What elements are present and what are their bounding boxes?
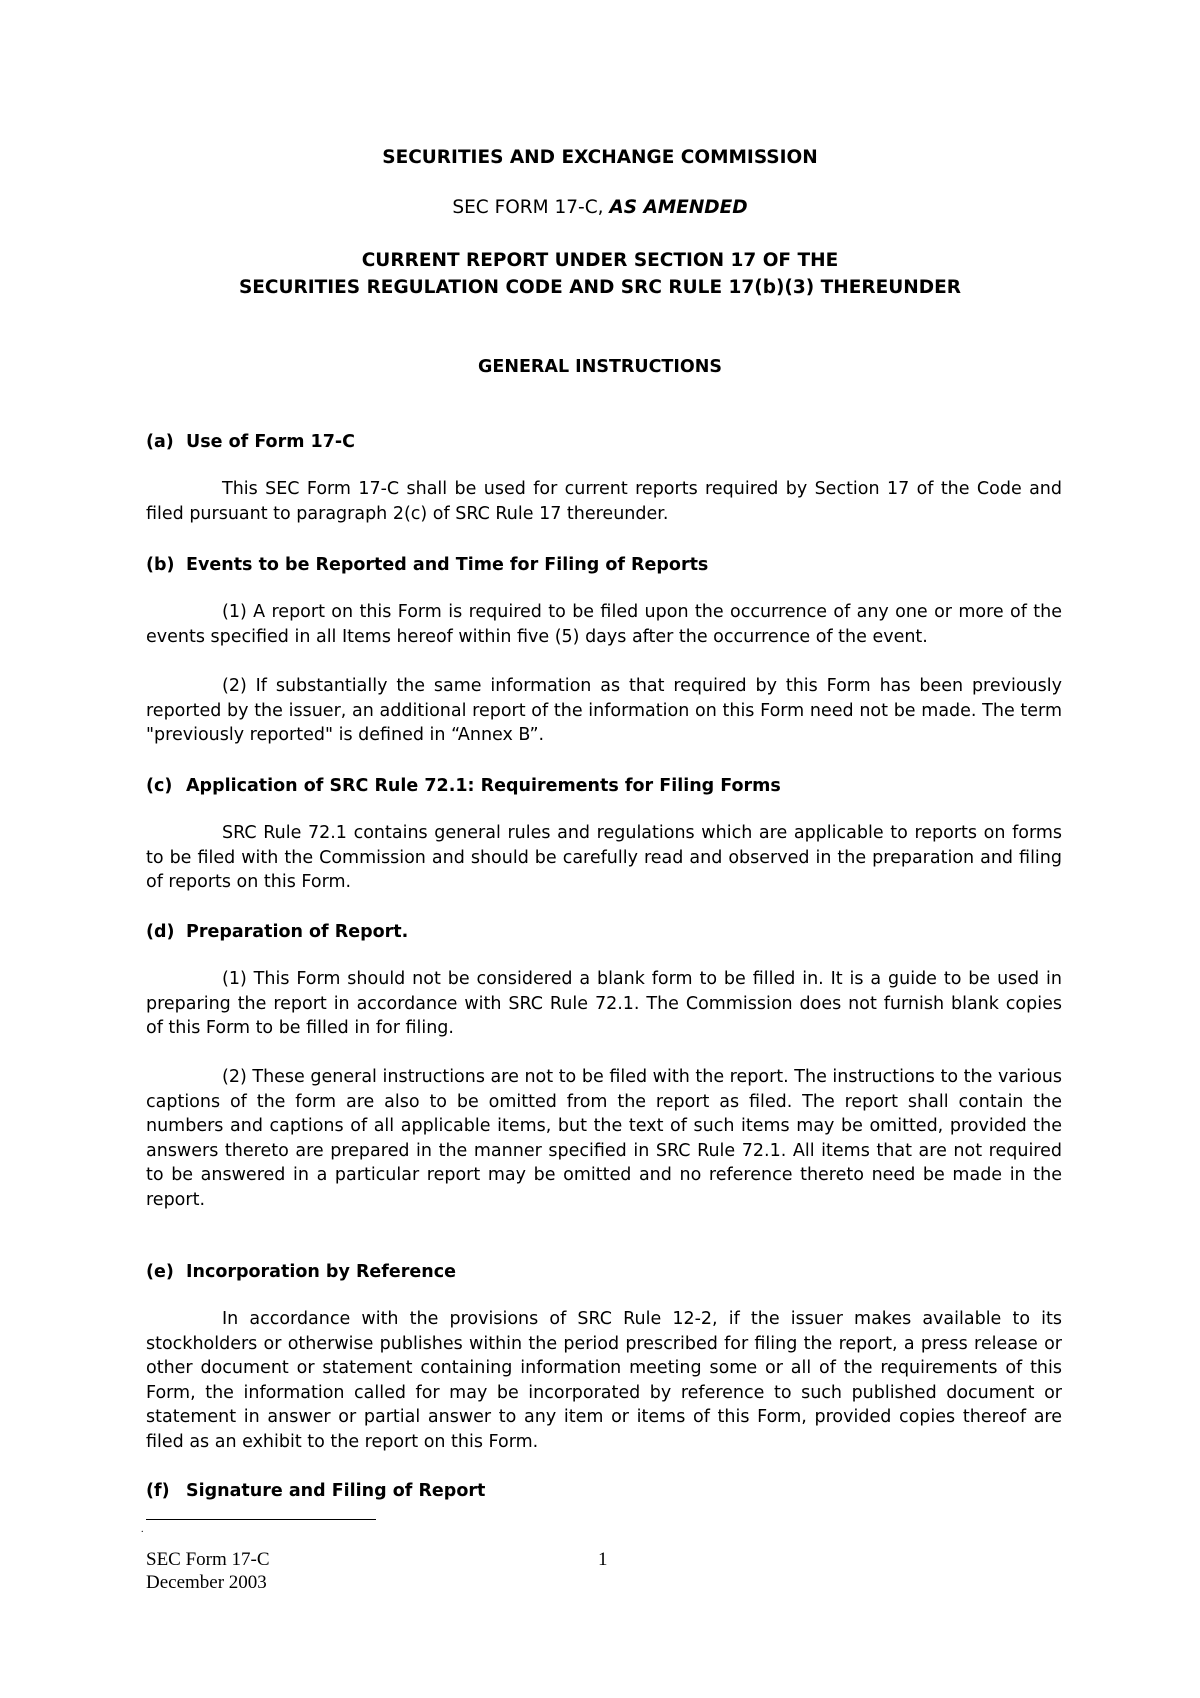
report-title-line2: SECURITIES REGULATION CODE AND SRC RULE 17(b)(3) THEREUNDER [238, 277, 962, 298]
commission-title: SECURITIES AND EXCHANGE COMMISSION [382, 147, 818, 168]
section-f-heading [146, 1481, 485, 1501]
footer-form-name: SEC Form 17-C [146, 1549, 270, 1570]
form-subtitle [0, 197, 1200, 218]
section-c-paragraph-1: SRC Rule 72.1 contains general rules and regulations which are applicable to reports on forms to be filed with the Commission and should be carefully read and observed in the preparation and filing of reports on this Form. [146, 823, 1062, 892]
footer-date: December 2003 [146, 1572, 267, 1593]
section-e-title: Incorporation by Reference [186, 1262, 456, 1282]
section-b-title: Events to be Reported and Time for Filing of Reports [186, 555, 709, 575]
section-a-paragraph-1: This SEC Form 17-C shall be used for current reports required by Section 17 of the Code and filed pursuant to paragraph 2(c) of SRC Rule 17 thereunder. [146, 479, 1062, 524]
section-b-paragraph-2: (2) If substantially the same information as that required by this Form has been previously reported by the issuer, an additional report of the information on this Form need not be made. The term "previously reported" is defined in “Annex B”. [146, 676, 1062, 745]
section-b-label: (b) [146, 555, 175, 575]
section-a-label: (a) [146, 432, 174, 452]
general-instructions-heading: GENERAL INSTRUCTIONS [478, 357, 722, 377]
form-subtitle-prefix: SEC FORM 17-C, [452, 197, 610, 218]
section-d-paragraph-2: (2) These general instructions are not to be filed with the report. The instructions to the various captions of the form are also to be omitted from the report as filed. The report shall contain the numbers and captions of all applicable items, but the text of such items may be omitted, provided the answers thereto are prepared in the manner specified in SRC Rule 72.1. All items that are not required to be answered in a particular report may be omitted and no reference thereto need be made in the report. [146, 1067, 1062, 1210]
section-b-paragraph-1: (1) A report on this Form is required to be filed upon the occurrence of any one or more of the events specified in all Items hereof within five (5) days after the occurrence of the event. [146, 602, 1062, 647]
section-d-title: Preparation of Report. [186, 922, 409, 942]
section-f-title: Signature and Filing of Report [186, 1481, 486, 1501]
section-e-paragraph-1: In accordance with the provisions of SRC Rule 12-2, if the issuer makes available to its stockholders or otherwise publishes within the period prescribed for filing the report, a press release or other document or statement containing information meeting some or all of the requirements of this Form, the information called for may be incorporated by reference to such published document or statement in answer or partial answer to any item or items of this Form, provided copies thereof are filed as an exhibit to the report on this Form. [146, 1309, 1062, 1452]
footnote-mark: . [141, 1524, 144, 1535]
section-a-heading [146, 432, 355, 452]
section-c-title: Application of SRC Rule 72.1: Requirements for Filing Forms [186, 776, 781, 796]
section-b-heading [146, 555, 708, 575]
form-subtitle-amended: AS AMENDED [609, 197, 748, 218]
section-d-paragraph-1: (1) This Form should not be considered a blank form to be filled in. It is a guide to be used in preparing the report in accordance with SRC Rule 72.1. The Commission does not furnish blank copies of this Form to be filled in for filing. [146, 969, 1062, 1038]
section-e-heading [146, 1262, 456, 1282]
section-d-heading [146, 922, 408, 942]
page-number: 1 [598, 1549, 608, 1570]
section-e-label: (e) [146, 1262, 174, 1282]
report-title-line1: CURRENT REPORT UNDER SECTION 17 OF THE [361, 250, 839, 271]
footnote-divider [146, 1519, 376, 1520]
section-c-label: (c) [146, 776, 173, 796]
section-c-heading [146, 776, 781, 796]
section-d-label: (d) [146, 922, 175, 942]
section-a-title: Use of Form 17-C [186, 432, 356, 452]
section-f-label: (f) [146, 1481, 170, 1501]
